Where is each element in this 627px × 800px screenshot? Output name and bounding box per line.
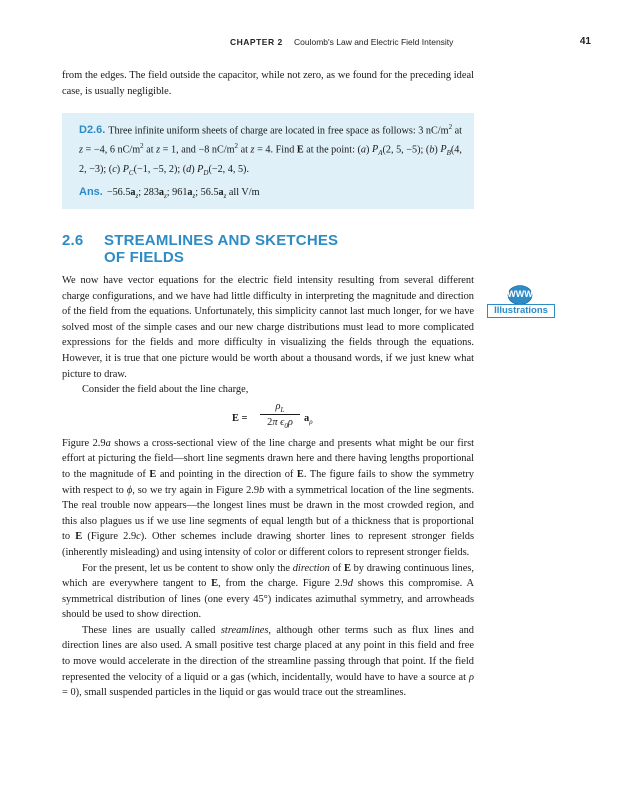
drill-problem-box: [62, 113, 474, 209]
paragraph-intro: We now have vector equations for the electric field intensity resulting from several different charge configurations, and we have had little difficulty in interpreting the magnitude and direction of the field from the equations. Unfortunately, this simplicity cannot last much longer, for we have solved most of the simple cases and our new charge distributions must lead to more complicated expressions for the fields and more difficulty in visualizing the fields through the equations. However, it is true that one picture would be worth about a thousand words, if we just knew what picture to draw.: [62, 275, 474, 380]
equation-fraction: $\rho_L$ 2π $\epsilon_0\rho$: [258, 400, 302, 429]
section-title-line1: STREAMLINES AND SKETCHES: [104, 232, 339, 249]
drill-problem-text: D2.6. Three infinite uniform sheets of charge are located in free space as follows: 3 $nC/m^2$ at z = −4, 6 $nC/m^2$ at z = 1, and −8 $nC/m^2$ at z = 4. Find E at the point: (a) $P_A(2$, 5, −5); (b) $P_B(4$, 2, −3); (c) $P_C(-1$, −5, 2); (d) $P_D(-2$, 4, 5).: [79, 123, 462, 178]
paragraph-direction: For the present, let us be content to show only the direction of E by drawing continuous lines, which are everywhere tangent to E, from the charge. Figure 2.9d shows this compromise. A symmetrical distribution of lines (one every 45°) indicates azimuthal symmetry, and arrowheads should be used to show direction.: [62, 562, 474, 621]
equation-unit-vector: $a_\rho$: [304, 412, 313, 426]
chapter-label: CHAPTER 2: [230, 37, 283, 47]
illustrations-label: Illustrations: [487, 304, 555, 318]
section-number: 2.6: [62, 232, 84, 249]
answer-label: Ans.: [79, 186, 103, 198]
section-title-line2: OF FIELDS: [104, 249, 185, 266]
chapter-title: Coulomb's Law and Electric Field Intensity: [294, 37, 454, 47]
running-head: [0, 37, 627, 51]
page-number: 41: [579, 36, 591, 47]
www-illustrations-badge[interactable]: [485, 285, 557, 321]
paragraph-line-charge: Consider the field about the line charge,: [82, 384, 249, 396]
section-body: [62, 273, 474, 701]
intro-paragraph: from the edges. The field outside the capacitor, while not zero, as we found for the preceding ideal case, is usually negligible.: [62, 70, 474, 97]
paragraph-figure-2-9: Figure 2.9a shows a cross-sectional view of the line charge and presents what might be our first effort at picturing the field—short line segments drawn here and there having lengths proportional to the magnitude of E and pointing in the direction of E. The figure fails to show the symmetry with respect to ϕ, so we try again in Figure 2.9b with a symmetrical location of the line segments. The real trouble now appears—the longest lines must be drawn in the most crowded region, and this also plagues us if we use line segments of equal length but of a thickness that is proportional to E (Figure 2.9c). Other schemes include drawing shorter lines to represent stronger fields (inherently misleading) and using intensity of color or different colors to represent stronger fields.: [62, 437, 475, 558]
line-charge-equation: [62, 398, 474, 436]
drill-answer: Ans. $-56.5a_z$; $283a_z$; $961a_z$; $56.5a_z$ all V/m: [79, 186, 260, 201]
section-heading: [62, 232, 482, 266]
equation-lhs: E =: [232, 412, 248, 424]
drill-label: D2.6.: [79, 124, 106, 137]
paragraph-streamlines: These lines are usually called streamlines, although other terms such as flux lines and direction lines are also used. A small positive test charge placed at any point in this field and free to move would accelerate in the direction of the streamline passing through that point. If the field represented the velocity of a liquid or a gas (which, incidentally, would have to have a source at ρ = 0), small suspended particles in the liquid or gas would trace out the streamlines.: [62, 624, 474, 699]
www-icon-text: WWW: [507, 289, 533, 299]
